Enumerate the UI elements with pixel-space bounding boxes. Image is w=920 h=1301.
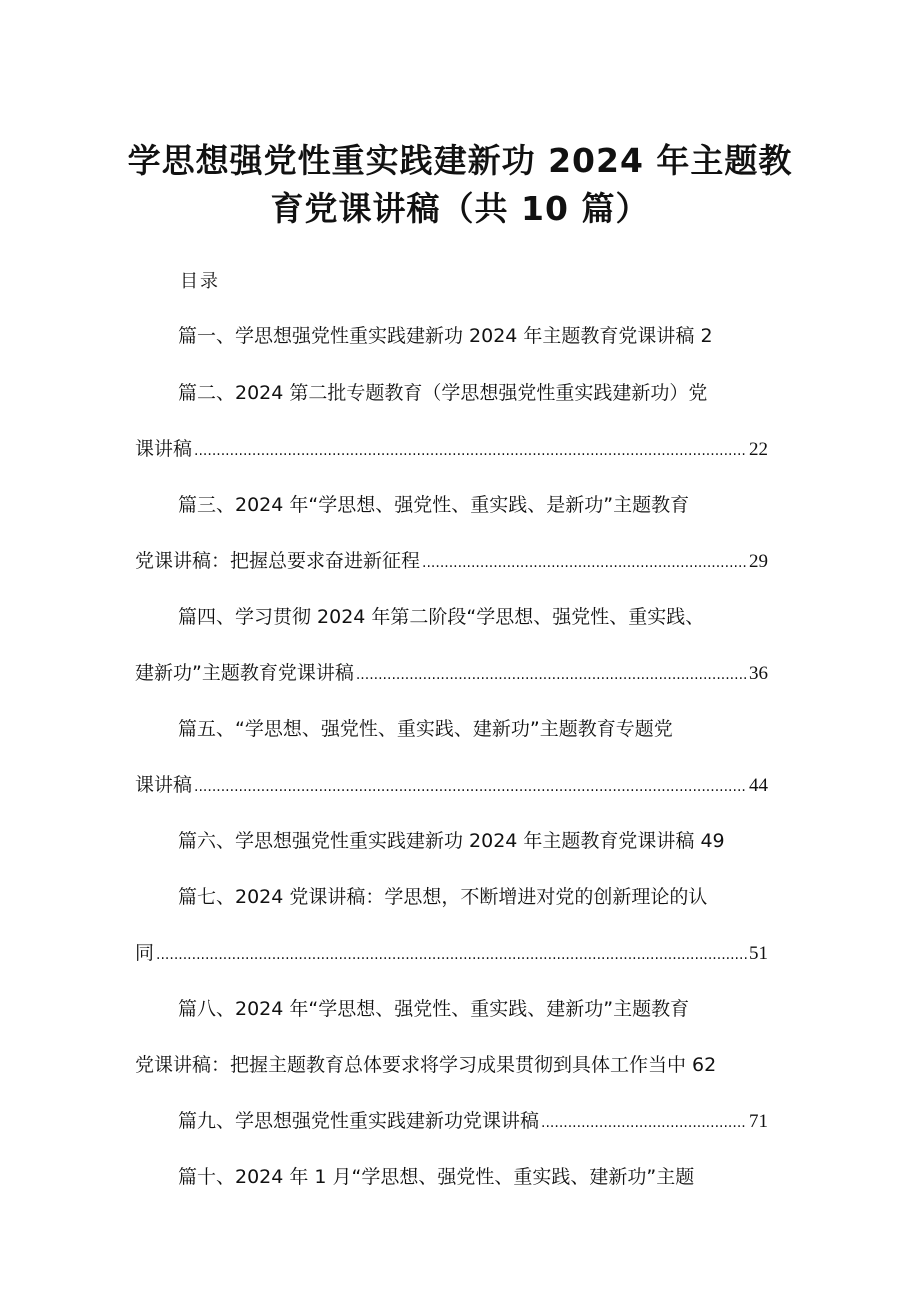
toc-entry-3-text: 党课讲稿：把握总要求奋进新征程 <box>135 550 421 572</box>
toc-entry-6[interactable]: 篇六、学思想强党性重实践建新功 2024 年主题教育党课讲稿 49 <box>178 830 725 852</box>
toc-entry-9-text: 篇九、学思想强党性重实践建新功党课讲稿 <box>178 1110 540 1132</box>
toc-entry-4-line-2[interactable] <box>135 658 768 690</box>
toc-entry-4-page: 36 <box>749 663 768 684</box>
toc-entry-4-line-1[interactable]: 篇四、学习贯彻 2024 年第二阶段“学思想、强党性、重实践、 <box>178 606 705 628</box>
toc-entry-1[interactable]: 篇一、学思想强党性重实践建新功 2024 年主题教育党课讲稿 2 <box>178 325 713 347</box>
document-title-line-2: 育党课讲稿（共 10 篇） <box>270 189 650 228</box>
toc-entry-8-line-2[interactable]: 党课讲稿：把握主题教育总体要求将学习成果贯彻到具体工作当中 62 <box>135 1054 717 1076</box>
toc-entry-3-page: 29 <box>749 551 768 572</box>
toc-entry-9[interactable] <box>178 1106 768 1138</box>
dot-leader <box>194 436 747 466</box>
toc-entry-3-line-1[interactable]: 篇三、2024 年“学思想、强党性、重实践、是新功”主题教育 <box>178 494 690 516</box>
dot-leader <box>356 660 747 690</box>
toc-entry-5-line-1[interactable]: 篇五、“学思想、强党性、重实践、建新功”主题教育专题党 <box>178 718 673 740</box>
toc-entry-7-line-1[interactable]: 篇七、2024 党课讲稿：学思想，不断增进对党的创新理论的认 <box>178 886 708 908</box>
toc-entry-7-line-2[interactable] <box>135 938 768 970</box>
dot-leader <box>541 1108 747 1138</box>
toc-entry-9-page: 71 <box>749 1111 768 1132</box>
toc-entry-7-page: 51 <box>749 943 768 964</box>
toc-heading: 目录 <box>180 271 220 292</box>
toc-entry-5-page: 44 <box>749 775 768 796</box>
toc-entry-10-line-1[interactable]: 篇十、2024 年 1 月“学思想、强党性、重实践、建新功”主题 <box>178 1166 695 1188</box>
dot-leader <box>194 772 747 802</box>
toc-entry-2-text: 课讲稿 <box>135 438 193 460</box>
toc-entry-4-text: 建新功”主题教育党课讲稿 <box>135 662 354 684</box>
toc-entry-2-line-2[interactable] <box>135 434 768 466</box>
toc-entry-2-line-1[interactable]: 篇二、2024 第二批专题教育（学思想强党性重实践建新功）党 <box>178 382 708 404</box>
toc-entry-8-line-1[interactable]: 篇八、2024 年“学思想、强党性、重实践、建新功”主题教育 <box>178 998 690 1020</box>
toc-entry-5-text: 课讲稿 <box>135 774 193 796</box>
toc-entry-5-line-2[interactable] <box>135 770 768 802</box>
dot-leader <box>422 548 747 578</box>
toc-entry-2-page: 22 <box>749 439 768 460</box>
toc-entry-3-line-2[interactable] <box>135 546 768 578</box>
document-title-line-1: 学思想强党性重实践建新功 2024 年主题教 <box>127 141 793 180</box>
toc-entry-7-text: 同 <box>135 942 155 964</box>
dot-leader <box>156 940 747 970</box>
